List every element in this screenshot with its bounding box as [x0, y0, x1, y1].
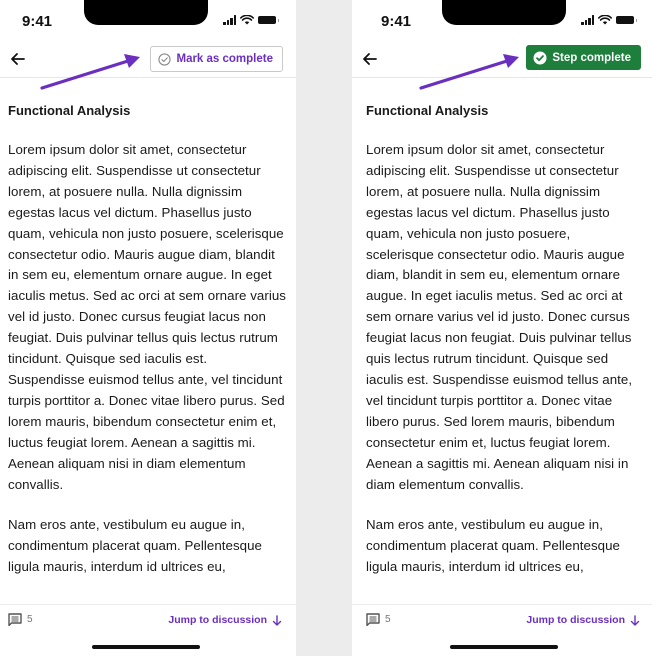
paragraph: Nam eros ante, vestibulum eu augue in, condimentum placerat quam. Pellentesque ligula mauris, interdum id ultrices eu,: [8, 517, 262, 575]
comment-count-value: 5: [27, 614, 33, 625]
back-button[interactable]: [8, 49, 28, 69]
battery-icon: [258, 16, 276, 24]
step-complete-button[interactable]: [526, 45, 641, 70]
mark-as-complete-label: Mark as complete: [176, 53, 273, 65]
status-time: 9:41: [381, 13, 412, 30]
comment-count[interactable]: [8, 613, 33, 626]
device-notch: [84, 0, 208, 25]
paragraph: Lorem ipsum dolor sit amet, consectetur adipiscing elit. Suspendisse ut consectetur lorem, at posuere nulla. Nulla dignissim egestas lacus vel dictum. Phasellus justo quam, vehicula non justo posuere, scelerisque consectetur odio. Mauris augue diam, blandit in sem eu, elementum ornare augue. In eget iaculis metus. Sed ac orci at sem ornare varius vel id justo. Donec cursus feugiat lacus non feugiat. Duis pulvinar tellus quis lectus rutrum tincidunt. Quisque sed iaculis est. Suspendisse euismod tellus ante, vel tincidunt turpis porttitor a. Donec vitae libero purus. Sed lorem mauris, bibendum consectetur enim et, luctus feugiat lorem. Aenean a sagittis mi. Aenean aliquam nisi in diam elementum convallis.: [8, 142, 287, 492]
phone-screen-before: [0, 0, 296, 656]
step-complete-label: Step complete: [552, 51, 631, 64]
arrow-down-icon: [630, 615, 640, 626]
circle-check-outline-icon: [158, 53, 171, 66]
arrow-left-icon: [360, 49, 380, 69]
top-bar: [352, 40, 652, 78]
jump-to-discussion-label: Jump to discussion: [168, 614, 267, 626]
arrow-left-icon: [8, 49, 28, 69]
comment-count-value: 5: [385, 614, 391, 625]
jump-to-discussion-link[interactable]: [168, 614, 282, 626]
bottom-bar: [0, 604, 296, 656]
phone-screen-after: [352, 0, 652, 656]
bottom-bar: [352, 604, 652, 656]
paragraph: Nam eros ante, vestibulum eu augue in, condimentum placerat quam. Pellentesque ligula mauris, interdum id ultrices eu,: [366, 517, 620, 575]
article-content: [8, 103, 286, 598]
jump-to-discussion-link[interactable]: [526, 614, 640, 626]
paragraph: Lorem ipsum dolor sit amet, consectetur adipiscing elit. Suspendisse ut consectetur lorem, at posuere nulla. Nulla dignissim egestas lacus vel dictum. Phasellus justo quam, vehicula non justo posuere, scelerisque consectetur odio. Mauris augue diam, blandit in sem eu, elementum ornare augue. In eget iaculis metus. Sed ac orci at sem ornare varius vel id justo. Donec cursus feugiat lacus non feugiat. Duis pulvinar tellus quis lectus rutrum tincidunt. Quisque sed iaculis est. Suspendisse euismod tellus ante, vel tincidunt turpis porttitor a. Donec vitae libero purus. Sed lorem mauris, bibendum consectetur enim et, luctus feugiat lorem. Aenean a sagittis mi. Aenean aliquam nisi in diam elementum convallis.: [366, 142, 633, 492]
arrow-down-icon: [272, 615, 282, 626]
device-notch: [442, 0, 566, 25]
comment-icon: [8, 613, 22, 626]
wifi-icon: [240, 15, 254, 25]
cellular-signal-icon: [581, 15, 594, 25]
home-indicator: [92, 645, 200, 649]
jump-to-discussion-label: Jump to discussion: [526, 614, 625, 626]
comment-count[interactable]: [366, 613, 391, 626]
back-button[interactable]: [360, 49, 380, 69]
circle-check-filled-icon: [533, 51, 547, 65]
status-icons: [581, 15, 634, 25]
top-bar: [0, 40, 296, 78]
home-indicator: [450, 645, 558, 649]
cellular-signal-icon: [223, 15, 236, 25]
article-content: [366, 103, 640, 598]
comment-icon: [366, 613, 380, 626]
mark-as-complete-button[interactable]: [150, 46, 283, 72]
section-title: Functional Analysis: [366, 103, 489, 118]
section-title: Functional Analysis: [8, 103, 131, 118]
status-time: 9:41: [22, 13, 53, 30]
wifi-icon: [598, 15, 612, 25]
status-icons: [223, 15, 276, 25]
battery-icon: [616, 16, 634, 24]
